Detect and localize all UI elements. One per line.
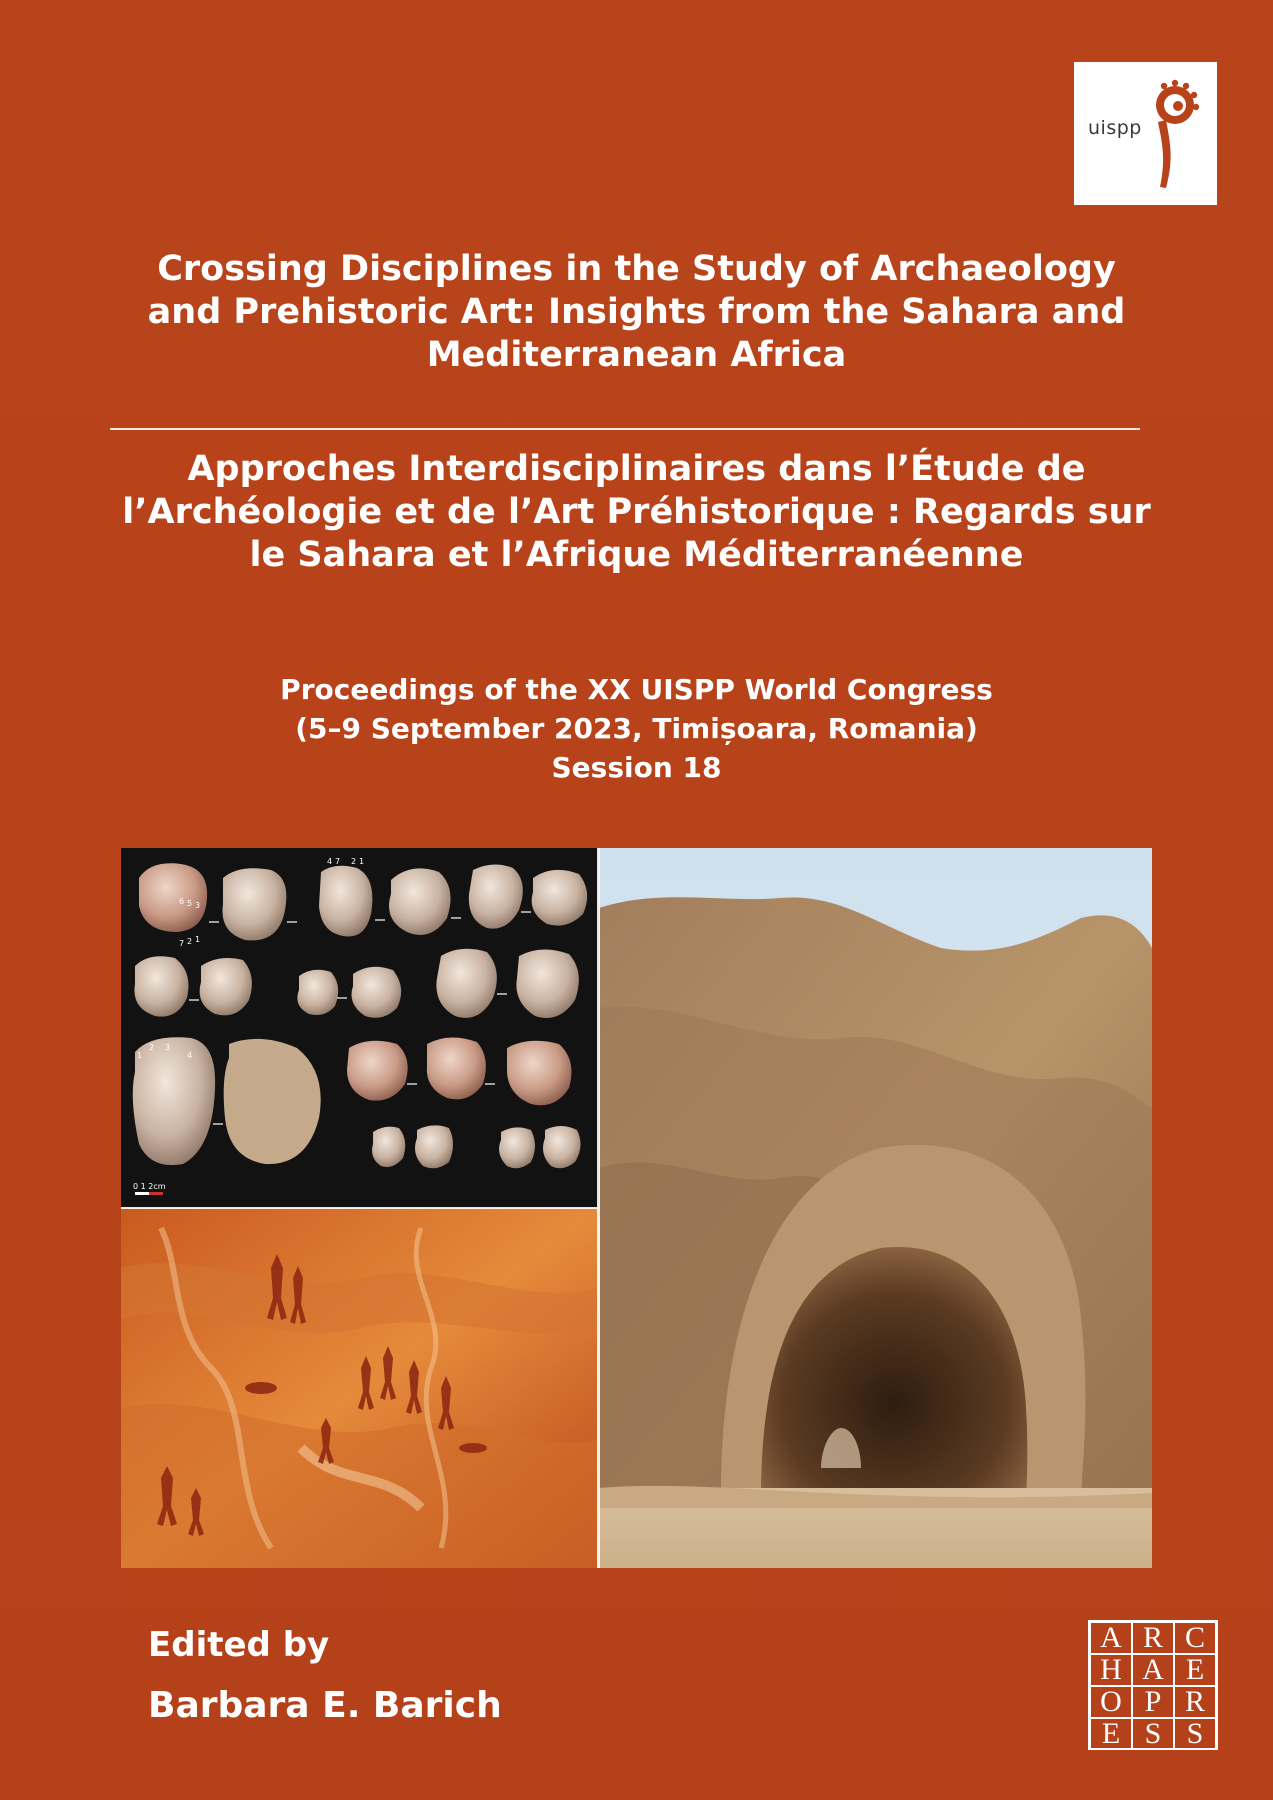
logo-letter: H [1090, 1654, 1132, 1686]
lithic-cores-photo [121, 848, 599, 1208]
title-english [80, 248, 1193, 377]
collage-illustration [121, 848, 1152, 1568]
logo-letter: R [1132, 1622, 1174, 1654]
logo-letter: E [1174, 1654, 1216, 1686]
core-number: 4 [327, 857, 333, 866]
core-number: 3 [195, 901, 201, 910]
logo-letter: S [1132, 1718, 1174, 1750]
title-english-line-1: Crossing Disciplines in the Study of Archaeology [157, 249, 1116, 289]
uispp-logo-text: uispp [1088, 117, 1142, 139]
core-number: 2 [351, 857, 357, 866]
core-number: 1 [195, 935, 201, 944]
core-number: 1 [137, 1051, 143, 1060]
logo-letter: C [1174, 1622, 1216, 1654]
core-number: 7 [335, 857, 341, 866]
proceedings-info [80, 670, 1193, 788]
uispp-logo [1074, 62, 1217, 205]
title-french-line-3: le Sahara et l’Afrique Méditerranéenne [249, 535, 1024, 576]
logo-letter: O [1090, 1686, 1132, 1718]
title-divider [110, 428, 1140, 430]
title-french-line-2: l’Archéologie et de l’Art Préhistorique : Regards sur [122, 492, 1151, 533]
core-number: 5 [187, 899, 193, 908]
editor-name: Barbara E. Barich [148, 1685, 502, 1726]
proceedings-line-2: (5–9 September 2023, Timișoara, Romania) [295, 712, 978, 746]
core-number: 2 [149, 1043, 155, 1052]
core-number: 7 [179, 939, 185, 948]
proceedings-line-1: Proceedings of the XX UISPP World Congress [280, 673, 993, 706]
title-french-line-1: Approches Interdisciplinaires dans l’Étude de [187, 449, 1086, 489]
logo-letter: E [1090, 1718, 1132, 1750]
title-english-line-2: and Prehistoric Art: Insights from the Sahara and [147, 292, 1126, 333]
core-number: 6 [179, 897, 185, 906]
core-number: 2 [187, 937, 193, 946]
archaeopress-logo [1088, 1620, 1218, 1750]
rock-arch-photo [599, 848, 1152, 1568]
title-french [80, 448, 1193, 577]
logo-letter: R [1174, 1686, 1216, 1718]
proceedings-line-3: Session 18 [551, 751, 722, 785]
core-number: 4 [187, 1051, 193, 1060]
logo-letter: A [1132, 1654, 1174, 1686]
archaeopress-logo-grid [1088, 1620, 1218, 1750]
edited-by-label: Edited by [148, 1625, 330, 1665]
logo-letter: A [1090, 1622, 1132, 1654]
scale-bar-label: 0 1 2cm [133, 1182, 166, 1191]
core-number: 3 [165, 1043, 171, 1052]
core-number: 1 [359, 857, 365, 866]
logo-letter: P [1132, 1686, 1174, 1718]
title-english-line-3: Mediterranean Africa [426, 335, 847, 376]
cover-image-collage [121, 848, 1152, 1568]
logo-letter: S [1174, 1718, 1216, 1750]
rock-art-photo [121, 1208, 599, 1568]
